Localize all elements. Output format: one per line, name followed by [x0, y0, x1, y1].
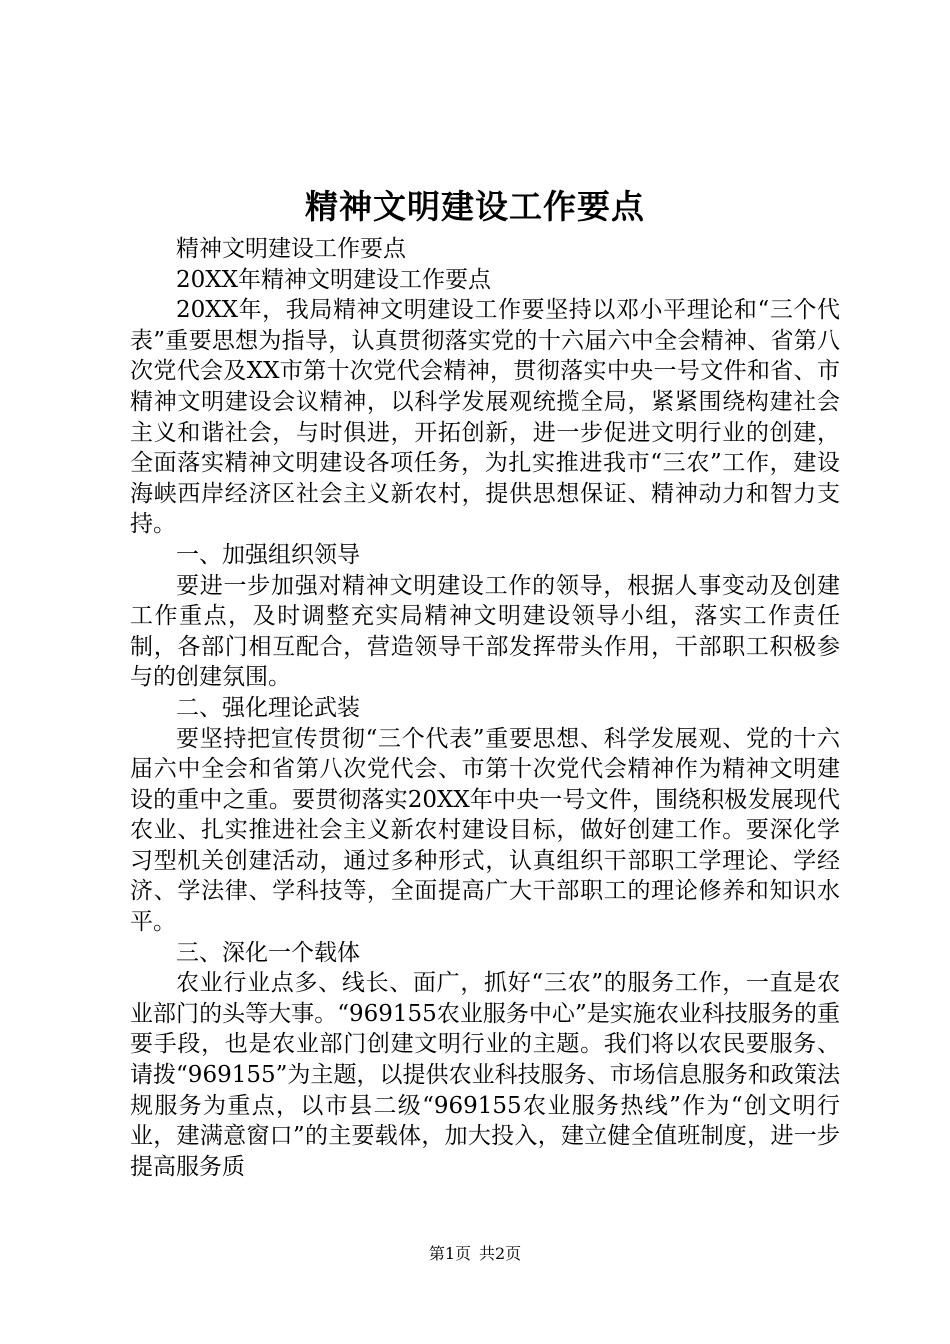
- paragraph-subtitle: 20XX年精神文明建设工作要点: [176, 266, 492, 293]
- page-footer: [0, 1242, 950, 1266]
- section-heading-3: 三、深化一个载体: [176, 939, 360, 966]
- paragraph-section-3: 农业行业点多、线长、面广，抓好“三农”的服务工作，一直是农业部门的头等大事。“969155农业服务中心”是实施农业科技服务的重要手段，也是农业部门创建文明行业的主题。我们将以农民要服务、请拨“969155”为主题，以提供农业科技服务、市场信息服务和政策法规服务为重点，以市县二级“969155农业服务热线”作为“创文明行业，建满意窗口”的主要载体，加大投入，建立健全值班制度，进一步提高服务质: [130, 970, 840, 1180]
- section-heading-2: 二、强化理论武装: [176, 694, 360, 721]
- paragraph-section-1: 要进一步加强对精神文明建设工作的领导，根据人事变动及创建工作重点，及时调整充实局精神文明建设领导小组，落实工作责任制，各部门相互配合，营造领导干部发挥带头作用，干部职工积极参与的创建氛围。: [130, 572, 840, 691]
- document-title: 精神文明建设工作要点: [305, 187, 645, 226]
- document-body: [130, 234, 840, 1182]
- page-number: 第1页: [428, 1244, 471, 1263]
- page-total: 共2页: [479, 1244, 522, 1263]
- paragraph-heading-repeat: 精神文明建设工作要点: [176, 236, 406, 262]
- paragraph-section-2: 要坚持把宣传贯彻“三个代表”重要思想、科学发展观、党的十六届六中全会和省第八次党代会、市第十次党代会精神作为精神文明建设的重中之重。要贯彻落实20XX年中央一号文件，围绕积极发展现代农业、扎实推进社会主义新农村建设目标，做好创建工作。要深化学习型机关创建活动，通过多种形式，认真组织干部职工学理论、学经济、学法律、学科技等，全面提高广大干部职工的理论修养和知识水平。: [130, 725, 840, 936]
- section-heading-1: 一、加强组织领导: [176, 541, 360, 568]
- paragraph-intro: 20XX年，我局精神文明建设工作要坚持以邓小平理论和“三个代表”重要思想为指导，认真贯彻落实党的十六届六中全会精神、省第八次党代会及XX市第十次党代会精神，贯彻落实中央一号文件和省、市精神文明建设会议精神，以科学发展观统揽全局，紧紧围绕构建社会主义和谐社会，与时俱进，开拓创新，进一步促进文明行业的创建，全面落实精神文明建设各项任务，为扎实推进我市“三农”工作，建设海峡西岸经济区社会主义新农村，提供思想保证、精神动力和智力支持。: [130, 297, 840, 538]
